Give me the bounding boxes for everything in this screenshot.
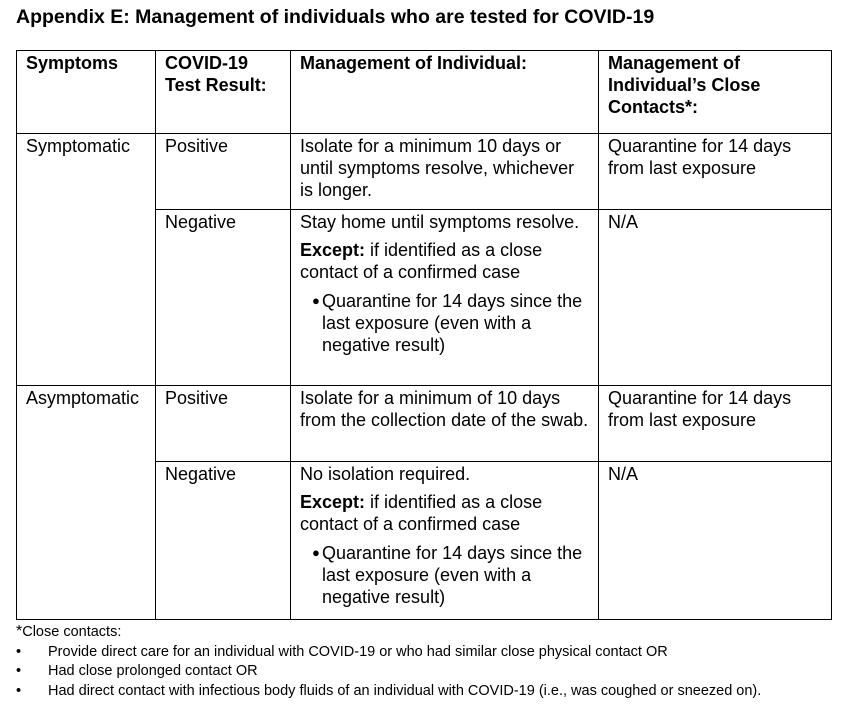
header-management-contacts: Management of Individual’s Close Contacts*: — [599, 51, 832, 134]
except-note — [300, 491, 590, 535]
except-text: if identified as a close contact of a confirmed case — [300, 240, 543, 282]
bullet-icon: • — [16, 682, 22, 699]
header-test-result: COVID-19 Test Result: — [156, 51, 291, 134]
contacts-management-cell: Quarantine for 14 days from last exposure — [599, 134, 832, 210]
symptoms-cell: Symptomatic — [17, 134, 156, 386]
footnote-star: * — [16, 623, 23, 640]
individual-management-cell — [291, 210, 599, 386]
footnote-item-text: Had close prolonged contact OR — [48, 663, 258, 679]
bullet-icon: • — [16, 663, 22, 679]
bullet-item — [300, 290, 590, 356]
except-label: Except: — [300, 492, 366, 512]
except-text: if identified as a close contact of a confirmed case — [300, 492, 543, 534]
contacts-management-cell: Quarantine for 14 days from last exposure — [599, 386, 832, 462]
bullet-icon: ● — [312, 293, 320, 308]
contacts-management-cell: N/A — [599, 462, 832, 620]
footnote-section — [16, 622, 761, 701]
management-table — [16, 50, 832, 620]
bullet-icon: ● — [312, 545, 320, 560]
footnote-item — [16, 682, 761, 702]
bullet-text: Quarantine for 14 days since the last exposure (even with a negative result) — [322, 543, 583, 607]
individual-management-cell — [291, 462, 599, 620]
individual-management-cell: Isolate for a minimum 10 days or until symptoms resolve, whichever is longer. — [291, 134, 599, 210]
except-note — [300, 239, 590, 283]
contacts-management-cell: N/A — [599, 210, 832, 386]
except-label: Except: — [300, 240, 366, 260]
management-text: Stay home until symptoms resolve. — [300, 212, 580, 232]
result-cell: Negative — [156, 462, 291, 620]
bullet-icon: • — [16, 643, 22, 660]
result-cell: Negative — [156, 210, 291, 386]
bullet-text: Quarantine for 14 days since the last exposure (even with a negative result) — [322, 291, 583, 355]
result-cell: Positive — [156, 386, 291, 462]
table-row — [17, 134, 832, 210]
footnote-item — [16, 662, 761, 682]
footnote-heading-text: Close contacts: — [22, 624, 122, 640]
result-cell: Positive — [156, 134, 291, 210]
symptoms-cell: Asymptomatic — [17, 386, 156, 620]
footnote-item-text: Provide direct care for an individual with COVID-19 or who had similar close physical contact OR — [48, 643, 668, 660]
footnote-item-text: Had direct contact with infectious body fluids of an individual with COVID-19 (i.e., was coughed or sneezed on). — [48, 682, 762, 699]
management-text: No isolation required. — [300, 464, 471, 484]
footnote-item — [16, 643, 761, 663]
bullet-item — [300, 542, 590, 608]
table-row — [17, 386, 832, 462]
footnote-heading — [16, 622, 761, 643]
header-management-individual: Management of Individual: — [291, 51, 599, 134]
table-header-row — [17, 51, 832, 134]
page-title: Appendix E: Management of individuals who are tested for COVID-19 — [16, 6, 655, 28]
individual-management-cell: Isolate for a minimum of 10 days from the collection date of the swab. — [291, 386, 599, 462]
header-symptoms: Symptoms — [17, 51, 156, 134]
